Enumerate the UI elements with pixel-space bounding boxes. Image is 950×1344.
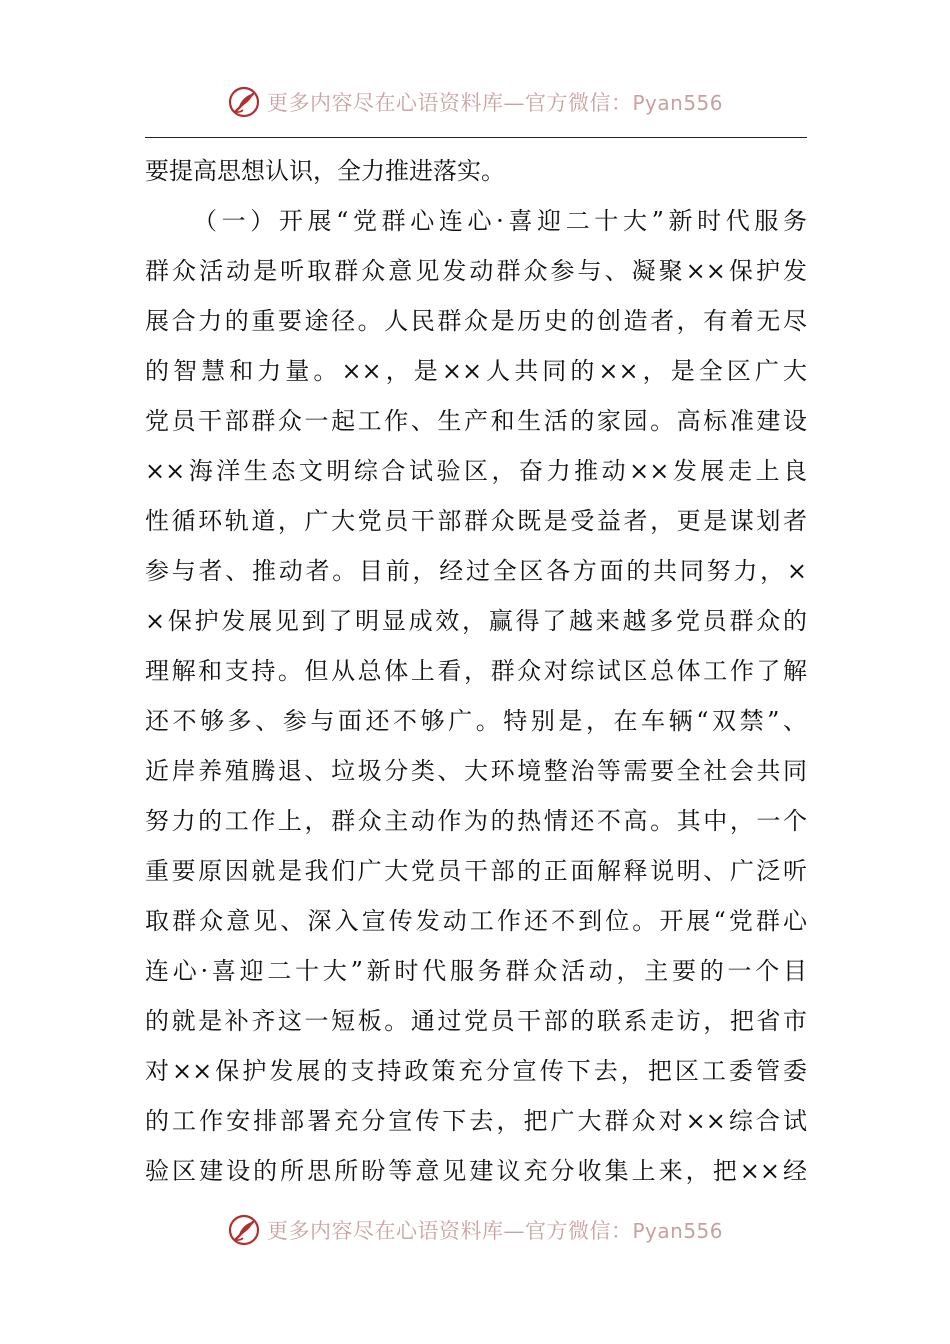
watermark-text-cn: 更多内容尽在心语资料库—官方微信：	[266, 91, 633, 115]
text-line: 验区建设的所思所盼等意见建议充分收集上来，把××经	[145, 1157, 807, 1185]
text-line: 重要原因就是我们广大党员干部的正面解释说明、广泛听	[145, 857, 807, 885]
text-line: 的就是补齐这一短板。通过党员干部的联系走访，把省市	[145, 1007, 807, 1035]
watermark-text	[267, 87, 723, 117]
text-line: ××海洋生态文明综合试验区，奋力推动××发展走上良	[145, 457, 807, 485]
watermark-wechat-id: Pyan556	[632, 91, 723, 115]
text-line: 党员干部群众一起工作、生产和生活的家园。高标准建设	[145, 407, 807, 435]
text-line: 还不够多、参与面还不够广。特别是，在车辆“双禁”、	[145, 707, 807, 735]
text-line: 参与者、推动者。目前，经过全区各方面的共同努力，×	[145, 557, 807, 585]
text-line: 取群众意见、深入宣传发动工作还不到位。开展“党群心	[145, 907, 807, 935]
watermark-header	[0, 80, 950, 124]
text-line: 努力的工作上，群众主动作为的热情还不高。其中，一个	[145, 807, 807, 835]
text-line: 近岸养殖腾退、垃圾分类、大环境整治等需要全社会共同	[145, 757, 807, 785]
text-line: 的智慧和力量。××，是××人共同的××，是全区广大	[145, 357, 807, 385]
text-line: 连心·喜迎二十大”新时代服务群众活动，主要的一个目	[145, 957, 807, 985]
quill-logo-icon	[227, 1213, 261, 1247]
text-line: 对××保护发展的支持政策充分宣传下去，把区工委管委	[145, 1057, 807, 1085]
text-line: 理解和支持。但从总体上看，群众对综试区总体工作了解	[145, 657, 807, 685]
text-line: （一）开展“党群心连心·喜迎二十大”新时代服务	[193, 207, 807, 235]
text-line: ×保护发展见到了明显成效，赢得了越来越多党员群众的	[145, 607, 807, 635]
text-line: 的工作安排部署充分宣传下去，把广大群众对××综合试	[145, 1107, 807, 1135]
watermark-text	[267, 1215, 723, 1245]
text-line: 群众活动是听取群众意见发动群众参与、凝聚××保护发	[145, 257, 807, 285]
text-line: 要提高思想认识，全力推进落实。	[145, 157, 505, 185]
document-body	[145, 146, 807, 1196]
text-line: 性循环轨道，广大党员干部群众既是受益者，更是谋划者	[145, 507, 807, 535]
quill-logo-icon	[227, 85, 261, 119]
watermark-wechat-id: Pyan556	[632, 1219, 723, 1243]
text-line: 展合力的重要途径。人民群众是历史的创造者，有着无尽	[145, 307, 807, 335]
header-divider	[145, 137, 807, 138]
watermark-footer	[0, 1208, 950, 1252]
watermark-text-cn: 更多内容尽在心语资料库—官方微信：	[266, 1219, 633, 1243]
